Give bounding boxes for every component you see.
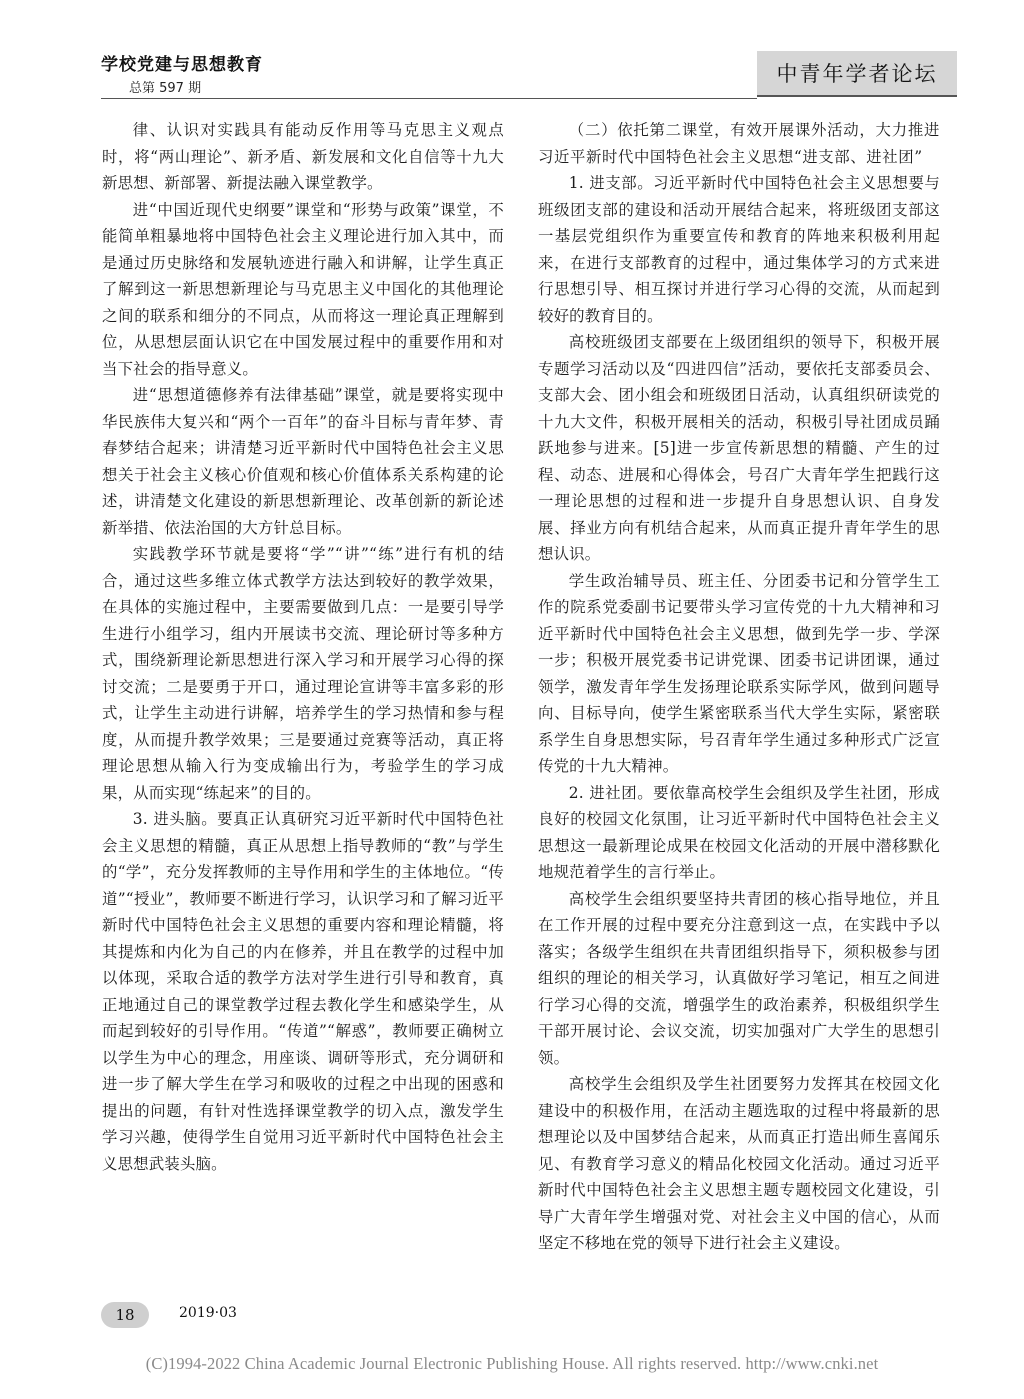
paragraph: 学生政治辅导员、班主任、分团委书记和分管学生工作的院系党委副书记要带头学习宣传党的十九大精神和习近平新时代中国特色社会主义思想，做到先学一步、学深一步；积极开展党委书记讲党课、团委书记讲团课，通过领学，激发青年学生发扬理论联系实际学风，做到问题导向、目标导向，使学生紧密联系当代大学生实际，紧密联系学生自身思想实际，号召青年学生通过多种形式广泛宣传党的十九大精神。 bbox=[538, 571, 940, 775]
page-number bbox=[101, 1302, 149, 1328]
paragraph: 2. 进社团。要依靠高校学生会组织及学生社团，形成良好的校园文化氛围，让习近平新时代中国特色社会主义思想这一最新理论成果在校园文化活动的开展中潜移默化地规范着学生的言行举止。 bbox=[538, 783, 940, 881]
right-column bbox=[538, 117, 940, 1257]
journal-title: 学校党建与思想教育 bbox=[101, 55, 263, 75]
forum-name: 中青年学者论坛 bbox=[776, 62, 938, 86]
page-number-label: 18 bbox=[115, 1306, 135, 1324]
issue-date: 2019·03 bbox=[179, 1305, 237, 1321]
forum-banner bbox=[757, 51, 957, 97]
paragraph: 3. 进头脑。要真正认真研究习近平新时代中国特色社会主义思想的精髓，真正从思想上指导教师的“教”与学生的“学”，充分发挥教师的主导作用和学生的主体地位。“传道”“授业”，教师要不断进行学习，认识学习和了解习近平新时代中国特色社会主义思想的重要内容和理论精髓，将其提炼和内化为自己的内在修养，并且在教学的过程中加以体现，采取合适的教学方法对学生进行引导和教育，真正地通过自己的课堂教学过程去教化学生和感染学生，从而起到较好的引导作用。“传道”“解惑”，教师要正确树立以学生为中心的理念，用座谈、调研等形式，充分调研和进一步了解大学生在学习和吸收的过程之中出现的困惑和提出的问题，有针对性选择课堂教学的切入点，激发学生学习兴趣，使得学生自觉用习近平新时代中国特色社会主义思想武装头脑。 bbox=[102, 810, 504, 1173]
paragraph: 1. 进支部。习近平新时代中国特色社会主义思想要与班级团支部的建设和活动开展结合起来，将班级团支部这一基层党组织作为重要宣传和教育的阵地来积极利用起来，在进行支部教育的过程中，通过集体学习的方式来进行思想引导、相互探讨并进行学习心得的交流，从而起到较好的教育目的。 bbox=[538, 174, 940, 325]
paragraph: 高校学生会组织及学生社团要努力发挥其在校园文化建设中的积极作用，在活动主题选取的过程中将最新的思想理论以及中国梦结合起来，从而真正打造出师生喜闻乐见、有教育学习意义的精品化校园文化活动。通过习近平新时代中国特色社会主义思想主题专题校园文化建设，引导广大青年学生增强对党、对社会主义中国的信心，从而坚定不移地在党的领导下进行社会主义建设。 bbox=[538, 1075, 940, 1252]
copyright-notice: (C)1994-2022 China Academic Journal Electronic Publishing House. All rights reserved. http://www.cnki.net bbox=[145, 1354, 879, 1373]
header-rule bbox=[101, 98, 757, 99]
journal-header bbox=[101, 50, 263, 96]
issue-number: 总第 597 期 bbox=[129, 81, 202, 96]
left-column bbox=[102, 117, 504, 1177]
paragraph: 进“中国近现代史纲要”课堂和“形势与政策”课堂，不能简单粗暴地将中国特色社会主义理论进行加入其中，而是通过历史脉络和发展轨迹进行融入和讲解，让学生真正了解到这一新思想新理论与马克思主义中国化的其他理论之间的联系和细分的不同点，从而将这一理论真正理解到位，从思想层面认识它在中国发展过程中的重要作用和对当下社会的指导意义。 bbox=[102, 200, 504, 378]
section-heading: （二）依托第二课堂，有效开展课外活动，大力推进习近平新时代中国特色社会主义思想“进支部、进社团” bbox=[538, 121, 940, 166]
paragraph: 高校班级团支部要在上级团组织的领导下，积极开展专题学习活动以及“四进四信”活动，要依托支部委员会、支部大会、团小组会和班级团日活动，认真组织研读党的十九大文件，积极开展相关的活动，积极引导社团成员踊跃地参与进来。[5]进一步宣传新思想的精髓、产生的过程、动态、进展和心得体会，号召广大青年学生把践行这一理论思想的过程和进一步提升自身思想认识、自身发展、择业方向有机结合起来，从而真正提升青年学生的思想认识。 bbox=[538, 333, 940, 563]
paragraph: 实践教学环节就是要将“学”“讲”“练”进行有机的结合，通过这些多维立体式教学方法达到较好的教学效果，在具体的实施过程中，主要需要做到几点：一是要引导学生进行小组学习，组内开展读书交流、理论研讨等多种方式，围绕新理论新思想进行深入学习和开展学习心得的探讨交流；二是要勇于开口，通过理论宣讲等丰富多彩的形式，让学生主动进行讲解，培养学生的学习热情和参与程度，从而提升教学效果；三是要通过竞赛等活动，真正将理论思想从输入行为变成输出行为，考验学生的学习成果，从而实现“练起来”的目的。 bbox=[102, 545, 504, 802]
paragraph: 进“思想道德修养有法律基础”课堂，就是要将实现中华民族伟大复兴和“两个一百年”的奋斗目标与青年梦、青春梦结合起来；讲清楚习近平新时代中国特色社会主义思想关于社会主义核心价值观和核心价值体系关系构建的论述，讲清楚文化建设的新思想新理论、改革创新的新论述新举措、依法治国的大方针总目标。 bbox=[102, 386, 504, 537]
paragraph: 高校学生会组织要坚持共青团的核心指导地位，并且在工作开展的过程中要充分注意到这一点，在实践中予以落实；各级学生组织在共青团组织指导下，须积极参与团组织的理论的相关学习，认真做好学习笔记，相互之间进行学习心得的交流，增强学生的政治素养，积极组织学生干部开展讨论、会议交流，切实加强对广大学生的思想引领。 bbox=[538, 889, 940, 1067]
paragraph: 律、认识对实践具有能动反作用等马克思主义观点时，将“两山理论”、新矛盾、新发展和文化自信等十九大新思想、新部署、新提法融入课堂教学。 bbox=[102, 121, 504, 192]
